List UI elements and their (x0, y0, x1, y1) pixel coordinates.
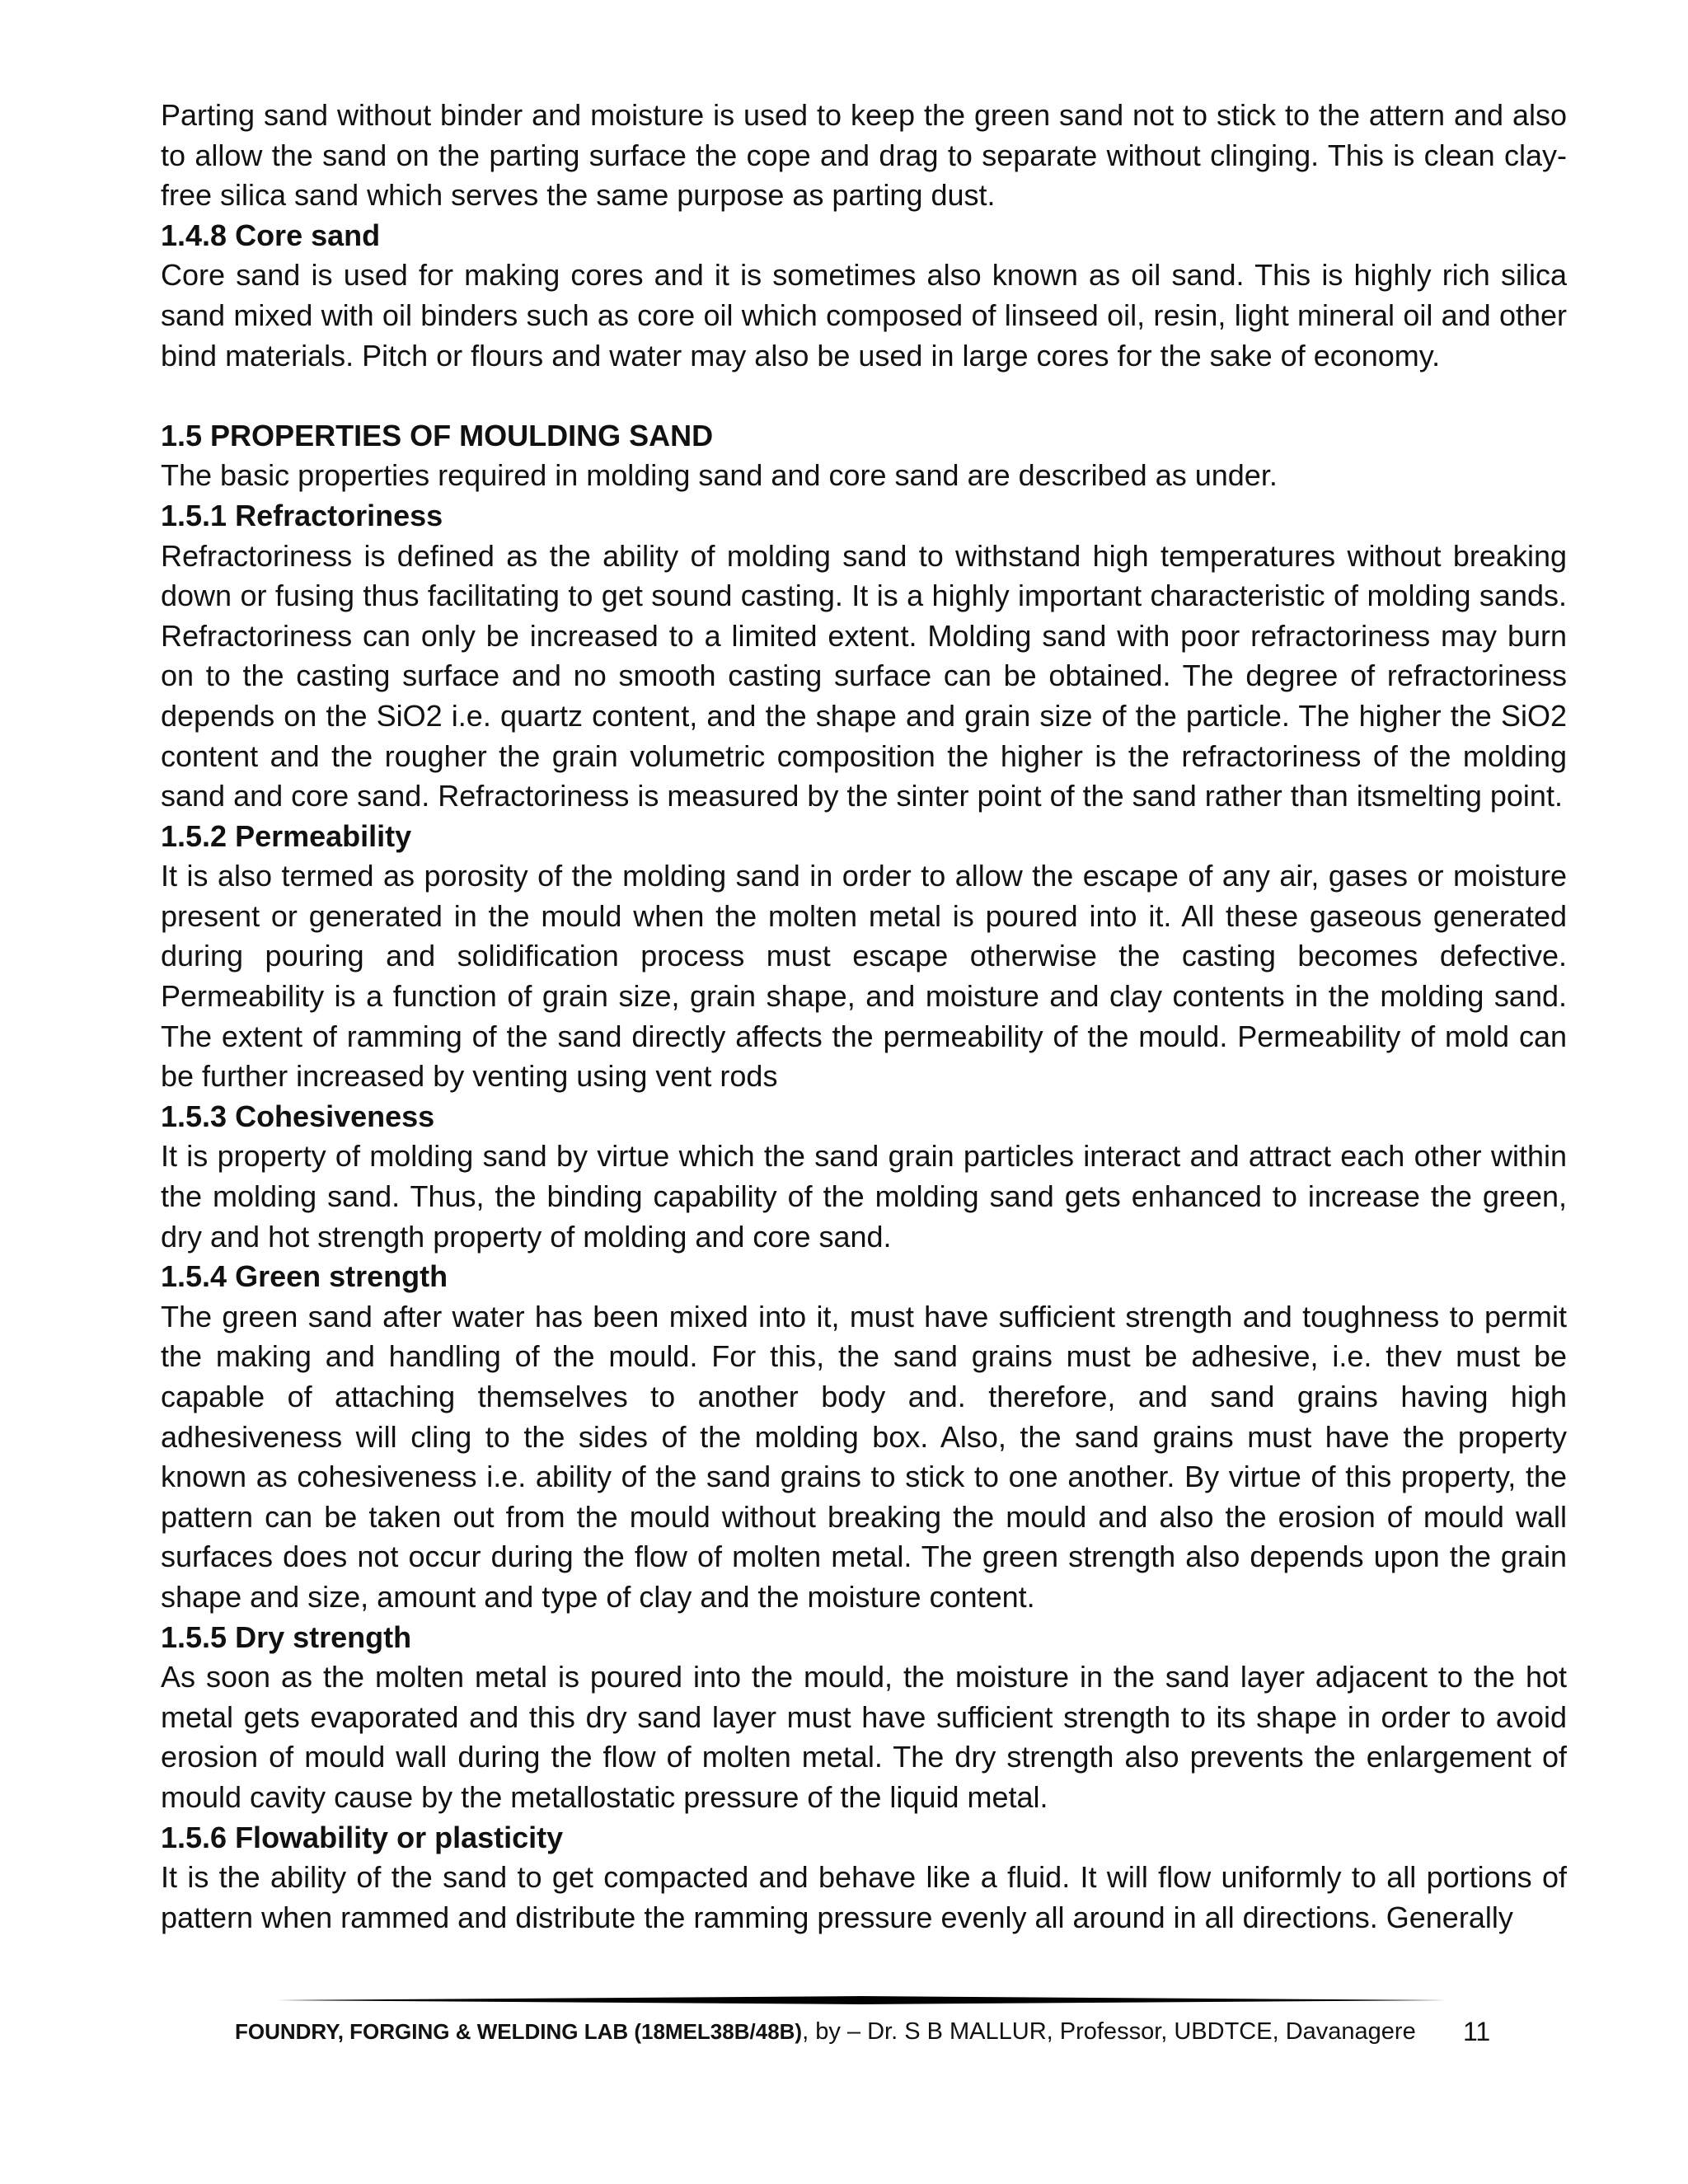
dry-strength-paragraph: As soon as the molten metal is poured into the mould, the moisture in the sand layer adjacent to the hot metal gets evaporated and this dry sand layer must have sufficient strength to its shape in order to avoid erosion of mould wall during the flow of molten metal. The dry strength also prevents the enlargement of mould cavity cause by the metallostatic pressure of the liquid metal. (161, 1660, 1567, 1814)
heading-1-5-3-cohesiveness: 1.5.3 Cohesiveness (161, 1099, 435, 1133)
heading-1-5-1-refractoriness: 1.5.1 Refractoriness (161, 498, 443, 532)
footer-divider-shape (276, 1994, 1447, 2006)
flowability-paragraph: It is the ability of the sand to get compacted and behave like a fluid. It will flow uniformly to all portions of pattern when rammed and distribute the ramming pressure evenly all around in all directions. Generally (161, 1860, 1567, 1934)
footer-lab-title: FOUNDRY, FORGING & WELDING LAB (18MEL38B/48B) (235, 2019, 803, 2044)
page-number: 11 (1463, 2017, 1491, 2046)
cohesiveness-paragraph: It is property of molding sand by virtue which the sand grain particles interact and attract each other within the molding sand. Thus, the binding capability of the molding sand gets enhanced to increase the green, dry and hot strength property of molding and core sand. (161, 1139, 1567, 1254)
parting-sand-paragraph: Parting sand without binder and moisture is used to keep the green sand not to stick to the attern and also to allow the sand on the parting surface the cope and drag to separate without clinging. This is clean clay-free silica sand which serves the same purpose as parting dust. (161, 98, 1567, 213)
heading-1-5-5-dry-strength: 1.5.5 Dry strength (161, 1619, 412, 1654)
footer-divider (276, 1994, 1447, 2006)
green-strength-paragraph: The green sand after water has been mixed into it, must have sufficient strength and toughness to permit the making and handling of the mould. For this, the sand grains must be adhesive, i.e. thev must be capable of attaching themselves to another body and. therefore, and sand grains having high adhesiveness will cling to the sides of the molding box. Also, the sand grains must have the property known as cohesiveness i.e. ability of the sand grains to stick to one another. By virtue of this property, the pattern can be taken out from the mould without breaking the mould and also the erosion of mould wall surfaces does not occur during the flow of molten metal. The green strength also depends upon the grain shape and size, amount and type of clay and the moisture content. (161, 1299, 1567, 1614)
heading-1-5-2-permeability: 1.5.2 Permeability (161, 818, 412, 853)
core-sand-paragraph: Core sand is used for making cores and it is sometimes also known as oil sand. This is highly rich silica sand mixed with oil binders such as core oil which composed of linseed oil, resin, light mineral oil and other bind materials. Pitch or flours and water may also be used in large cores for the sake of economy. (161, 258, 1567, 373)
footer-author: , by – Dr. S B MALLUR, Professor, UBDTCE, Davanagere (802, 2018, 1416, 2045)
properties-intro-paragraph: The basic properties required in molding sand and core sand are described as under. (161, 458, 1278, 493)
document-body (161, 96, 1567, 1938)
heading-1-4-8-core-sand: 1.4.8 Core sand (161, 218, 381, 252)
page-footer (235, 2011, 1496, 2052)
heading-1-5-6-flowability-or-plasticity: 1.5.6 Flowability or plasticity (161, 1820, 564, 1854)
permeability-paragraph: It is also termed as porosity of the molding sand in order to allow the escape of any air, gases or moisture present or generated in the mould when the molten metal is poured into it. All these gaseous generated during pouring and solidification process must escape otherwise the casting becomes defective. Permeability is a function of grain size, grain shape, and moisture and clay contents in the molding sand. The extent of ramming of the sand directly affects the permeability of the mould. Permeability of mold can be further increased by venting using vent rods (161, 859, 1567, 1094)
refractoriness-paragraph: Refractoriness is defined as the ability of molding sand to withstand high temperatures without breaking down or fusing thus facilitating to get sound casting. It is a highly important characteristic of molding sands. Refractoriness can only be increased to a limited extent. Molding sand with poor refractoriness may burn on to the casting surface and no smooth casting surface can be obtained. The degree of refractoriness depends on the SiO2 i.e. quartz content, and the shape and grain size of the particle. The higher the SiO2 content and the rougher the grain volumetric composition the higher is the refractoriness of the molding sand and core sand. Refractoriness is measured by the sinter point of the sand rather than itsmelting point. (161, 538, 1567, 813)
heading-1-5-4-green-strength: 1.5.4 Green strength (161, 1259, 448, 1294)
section-1-5-properties-of-moulding-sand: 1.5 PROPERTIES OF MOULDING SAND (161, 418, 714, 452)
